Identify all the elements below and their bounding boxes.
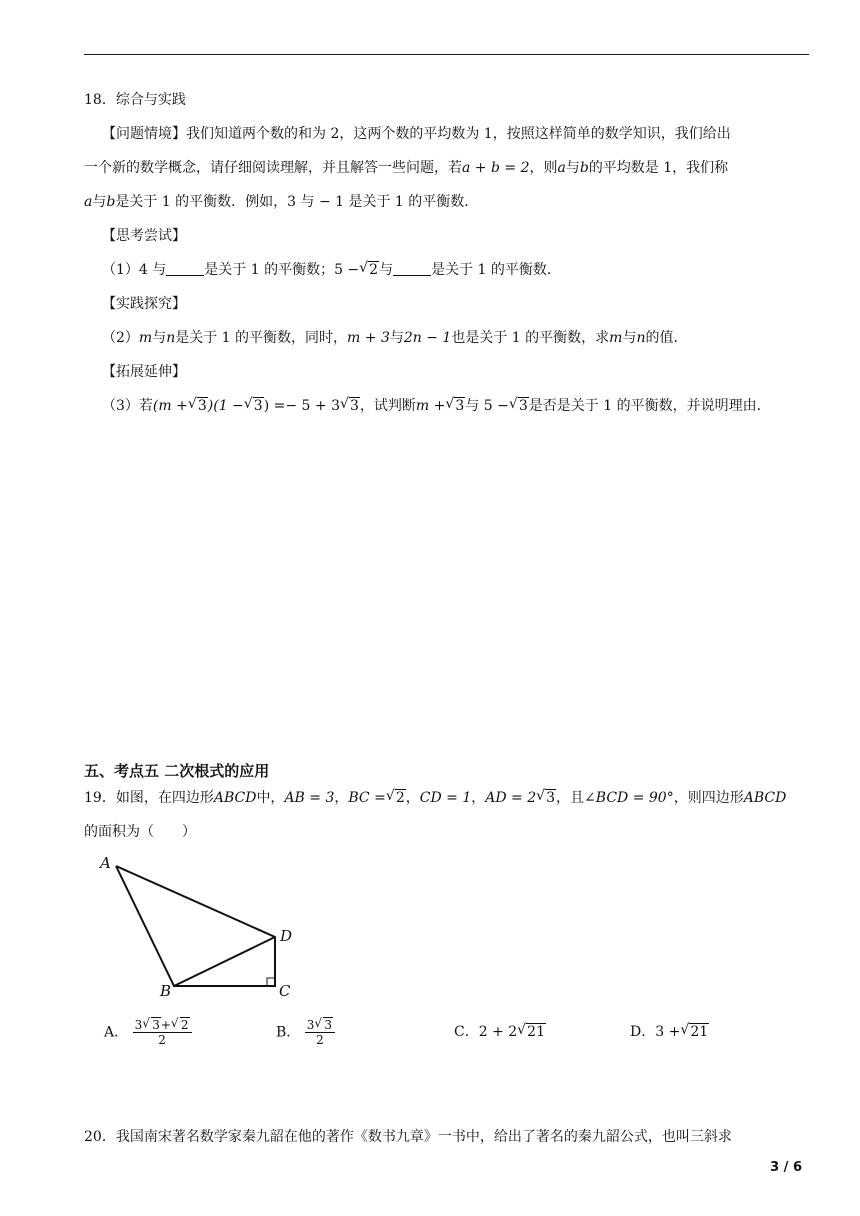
label-c: C — [279, 982, 291, 1000]
header-rule — [84, 54, 809, 55]
option-d[interactable]: D．3 +√ 21 — [630, 1021, 709, 1041]
q18-part1: （1）4 与 是关于 1 的平衡数；5 −√ 2与 是关于 1 的平衡数． — [102, 261, 561, 279]
q18-part3: （3）若(m +√ 3)(1 −√ 3) =− 5 + 3√ 3，试判断m +√ 3与 5 −√ 3是否是关于 1 的平衡数，并说明理由． — [102, 397, 771, 415]
q19-number: 19． — [84, 790, 116, 806]
option-a[interactable]: A． $\frac{3√ 3+√ 2}{2}$ — [104, 1018, 192, 1047]
page-number: 3 / 6 — [770, 1160, 802, 1175]
section-title: 五、考点五 二次根式的应用 — [84, 762, 270, 780]
extend-label: 【拓展延伸】 — [102, 364, 186, 380]
q18-situation-line2: 一个新的数学概念，请仔细阅读理解，并且解答一些问题，若a + b = 2，则a与b的平均数是 1，我们称 — [84, 160, 729, 176]
q18-number: 18． — [84, 92, 116, 108]
right-angle-mark — [267, 978, 275, 986]
option-c[interactable]: C．2 + 2√ 21 — [454, 1021, 546, 1041]
q18-title-line — [84, 91, 186, 109]
q18-situation-line3: a与b是关于 1 的平衡数．例如，3 与 − 1 是关于 1 的平衡数． — [84, 194, 479, 210]
diagonal-bd — [174, 937, 275, 986]
q19-line2: 的面积为（ ） — [84, 824, 196, 840]
q20-line1: 20．我国南宋著名数学家秦九韶在他的著作《数书九章》一书中，给出了著名的秦九韶公式，也叫三斜求 — [84, 1129, 732, 1145]
q18-title: 综合与实践 — [115, 92, 186, 108]
quadrilateral-figure — [96, 850, 316, 1000]
sqrt-2: √ 2 — [359, 261, 379, 279]
try-label: 【思考尝试】 — [102, 228, 186, 244]
q18-part2: （2）m与n是关于 1 的平衡数，同时，m + 3与2n − 1也是关于 1 的平衡数，求m与n的值． — [102, 330, 688, 346]
q19-line1: 19．如图，在四边形ABCD中，AB = 3，BC =√ 2，CD = 1，AD = 2√ 3，且∠BCD = 90°，则四边形ABCD — [84, 789, 786, 807]
situation-label: 【问题情境】 — [102, 126, 186, 142]
label-a: A — [100, 854, 111, 872]
label-d: D — [280, 927, 293, 945]
answer-blank-2[interactable] — [393, 261, 431, 276]
q18-situation-line1: 【问题情境】我们知道两个数的和为 2，这两个数的平均数为 1，按照这样简单的数学知识，我们给出 — [102, 126, 731, 142]
q20-number: 20． — [84, 1129, 116, 1145]
figure-outline — [116, 866, 275, 986]
label-b: B — [160, 982, 172, 1000]
answer-blank-1[interactable] — [166, 261, 204, 276]
option-b[interactable]: B． $\frac{3√ 3}{2}$ — [276, 1018, 335, 1047]
explore-label: 【实践探究】 — [102, 296, 186, 312]
